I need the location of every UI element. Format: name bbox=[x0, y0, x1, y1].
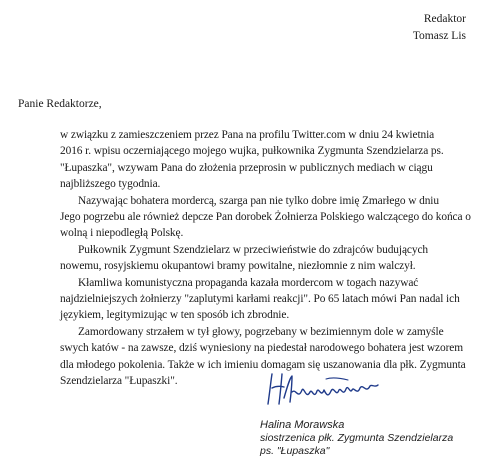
salutation: Panie Redaktorze, bbox=[18, 98, 102, 110]
paragraph-1: w związku z zamieszczeniem przez Pana na profilu Twitter.com w dniu 24 kwietnia 2016 r. wpisu oczerniającego mojego wujka, pułkownika Zygmunta Szendzielarza ps. "Łupaszka", wzywam Pana do złożenia przeprosin w publicznych mediach w ciągu najbliższego tygodnia. bbox=[60, 129, 444, 191]
paragraph-3: Pułkownik Zygmunt Szendzielarz w przeciwieństwie do zdrajców budujących nowemu, rosyjskiemu okupantowi bramy powitalne, niezłomnie z nim walczył. bbox=[60, 243, 429, 273]
handwritten-signature bbox=[262, 370, 382, 412]
recipient-name: Tomasz Lis bbox=[412, 30, 466, 42]
recipient-title: Redaktor bbox=[423, 13, 466, 25]
recipient-block bbox=[413, 11, 466, 45]
signer-role-line-1: siostrzenica płk. Zygmunta Szendzielarza bbox=[260, 432, 454, 444]
paragraph-4: Kłamliwa komunistyczna propaganda kazała mordercom w togach nazywać najdzielniejszych żołnierzy "zaplutymi karłami reakcji". Po 65 latach mówi Pan nadal ich językiem, legitymizując w ten sposób ich zbrodnie. bbox=[60, 276, 460, 322]
paragraph-2: Nazywając bohatera mordercą, szarga pan nie tylko dobre imię Zmarłego w dniu Jego pogrzebu ale również depcze Pan dorobek Żołnierza Polskiego walczącego do końca o wolną i niepodległą Polskę. bbox=[60, 194, 471, 240]
signer-block bbox=[260, 419, 453, 458]
signer-role-line-2: ps. "Łupaszka" bbox=[260, 445, 330, 457]
signer-name: Halina Morawska bbox=[260, 419, 345, 431]
letter-body bbox=[60, 127, 486, 390]
paragraph-5: Zamordowany strzałem w tył głowy, pogrzebany w bezimiennym dole w zamyśle swych katów - na zawsze, dziś wyniesiony na piedestał narodowego bohatera jest wzorem dla młodego pokolenia. Także w ich imieniu domagam się uszanowania dla płk. Zygmunta Szendzielarza "Łupaszki". bbox=[60, 325, 466, 388]
